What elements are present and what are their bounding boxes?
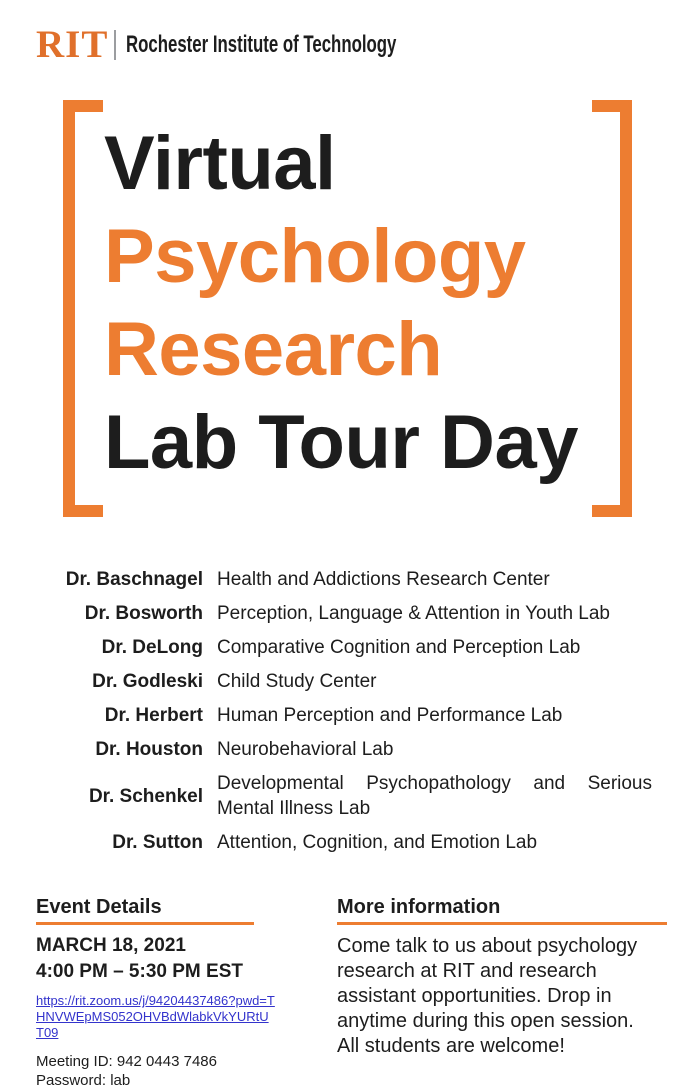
lab-name: Developmental Psychopathology and Serious Mental Illness Lab xyxy=(217,773,652,819)
professor-name: Dr. Godleski xyxy=(92,671,203,692)
lab-name: Child Study Center xyxy=(217,671,377,692)
professor-name: Dr. Houston xyxy=(95,739,203,760)
title-line-psychology: Psychology xyxy=(104,214,526,299)
lab-name: Attention, Cognition, and Emotion Lab xyxy=(217,832,538,853)
lab-list xyxy=(36,567,652,855)
event-details-heading: Event Details xyxy=(36,896,162,918)
professor-name: Dr. Sutton xyxy=(112,832,203,853)
professor-name: Dr. Schenkel xyxy=(88,785,203,807)
professor-name: Dr. Herbert xyxy=(104,705,203,726)
professor-name: Dr. Baschnagel xyxy=(65,569,203,590)
lab-name: Perception, Language & Attention in Youth Lab xyxy=(217,603,610,624)
rit-logo xyxy=(36,23,513,66)
professor-name: Dr. Bosworth xyxy=(84,603,203,624)
lab-name: Health and Addictions Research Center xyxy=(217,569,550,590)
meeting-id: Meeting ID: 942 0443 7486 xyxy=(36,1053,217,1070)
title-line-research: Research xyxy=(104,307,443,392)
more-information-heading: More information xyxy=(337,896,501,918)
more-information-text: Come talk to us about psychology research at RIT and research assistant opportunities. Drop in anytime during this open session. All students are welcome! xyxy=(337,935,638,1057)
event-title xyxy=(104,117,578,489)
institution-name: Rochester Institute of Technology xyxy=(126,31,397,58)
title-line-virtual: Virtual xyxy=(104,121,336,206)
event-time: 4:00 PM – 5:30 PM EST xyxy=(36,961,243,982)
logo-divider xyxy=(114,30,116,60)
left-bracket-decoration xyxy=(63,100,103,517)
meeting-password: Password: lab xyxy=(36,1072,131,1089)
lab-name: Human Perception and Performance Lab xyxy=(217,705,563,726)
title-line-lab-tour-day: Lab Tour Day xyxy=(104,400,578,485)
event-date: MARCH 18, 2021 xyxy=(36,935,186,956)
meeting-credentials xyxy=(36,1052,276,1090)
professor-name: Dr. DeLong xyxy=(101,637,203,658)
rit-logo-text: RIT xyxy=(36,23,109,66)
more-information-underline xyxy=(337,922,667,925)
lab-name: Comparative Cognition and Perception Lab xyxy=(217,637,581,658)
event-details-underline xyxy=(36,922,254,925)
zoom-meeting-link[interactable]: https://rit.zoom.us/j/94204437486?pwd=THNVWEpMS052OHVBdWlabkVkYURtUT09 xyxy=(36,993,275,1040)
event-details-section xyxy=(36,895,276,1090)
more-information-section xyxy=(337,895,667,1059)
right-bracket-decoration xyxy=(592,100,632,517)
lab-name: Neurobehavioral Lab xyxy=(217,739,394,760)
